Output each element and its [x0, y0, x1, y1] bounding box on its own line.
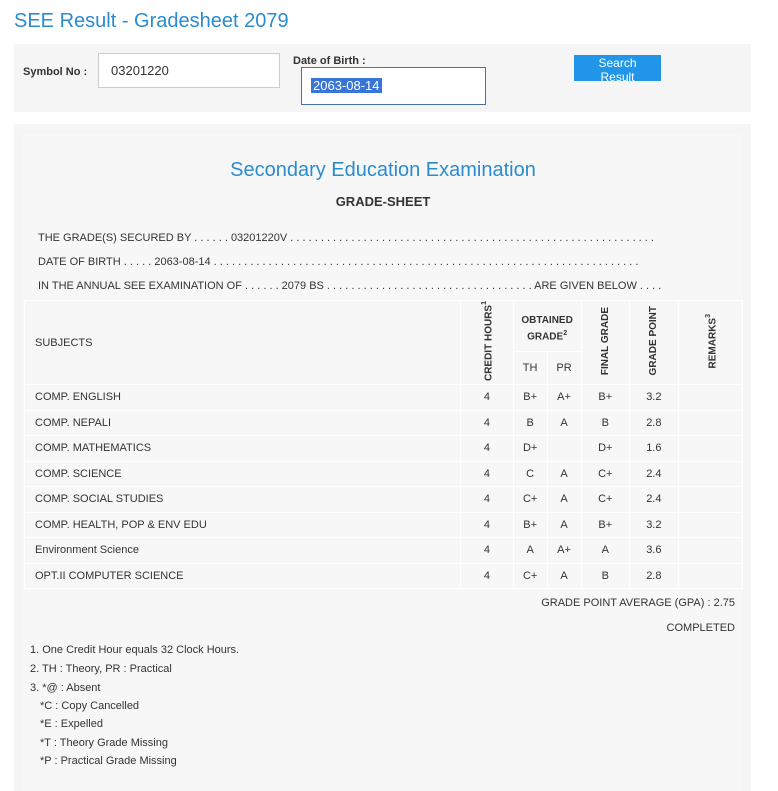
- grades-table: [24, 300, 743, 589]
- exam-title: Secondary Education Examination: [230, 159, 536, 181]
- header-obtained-grade: OBTAINED GRADE$^2$: [513, 301, 581, 352]
- result-status: COMPLETED: [666, 622, 735, 634]
- row-credit-hours: 4: [461, 512, 513, 538]
- row-pr-grade: A+: [547, 385, 581, 411]
- row-grade-point: 3.2: [630, 512, 679, 538]
- row-subject: COMP. ENGLISH: [25, 385, 461, 411]
- dob-input[interactable]: [301, 67, 486, 105]
- row-subject: OPT.II COMPUTER SCIENCE: [25, 563, 461, 589]
- row-credit-hours: 4: [461, 436, 513, 462]
- footnote-expelled: *E : Expelled: [40, 718, 103, 730]
- table-row: [25, 563, 743, 589]
- footnote-2: 2. TH : Theory, PR : Practical: [30, 663, 172, 675]
- search-panel: [14, 44, 751, 112]
- row-th-grade: D+: [513, 436, 547, 462]
- row-final-grade: B+: [581, 512, 630, 538]
- row-grade-point: 2.8: [630, 410, 679, 436]
- row-credit-hours: 4: [461, 538, 513, 564]
- row-pr-grade: A: [547, 563, 581, 589]
- grade-sheet-subtitle: GRADE-SHEET: [335, 194, 431, 209]
- info-symbol-line: THE GRADE(S) SECURED BY . . . . . . 03201220V . . . . . . . . . . . . . . . . . . . . . . . . . . . . . . . . . . . . . . . . . . . . . . . . . . . . . . . . . . . .: [38, 232, 654, 244]
- row-th-grade: B: [513, 410, 547, 436]
- row-th-grade: C+: [513, 563, 547, 589]
- row-final-grade: A: [581, 538, 630, 564]
- gpa-summary: GRADE POINT AVERAGE (GPA) : 2.75: [541, 597, 735, 609]
- header-th: TH: [513, 352, 547, 385]
- page-title: SEE Result - Gradesheet 2079: [14, 10, 289, 32]
- grade-sheet: [23, 134, 743, 791]
- row-remarks: [678, 436, 742, 462]
- dob-selected-text: 2063-08-14: [313, 78, 380, 93]
- row-pr-grade: A: [547, 512, 581, 538]
- row-remarks: [678, 563, 742, 589]
- row-remarks: [678, 538, 742, 564]
- row-th-grade: C+: [513, 487, 547, 513]
- grade-sheet-container: [14, 124, 751, 791]
- symbol-label: Symbol No :: [23, 66, 88, 78]
- table-row: [25, 410, 743, 436]
- footnote-practical-missing: *P : Practical Grade Missing: [40, 755, 177, 767]
- row-credit-hours: 4: [461, 461, 513, 487]
- symbol-input[interactable]: [98, 53, 280, 88]
- row-credit-hours: 4: [461, 410, 513, 436]
- info-exam-line: IN THE ANNUAL SEE EXAMINATION OF . . . . . . 2079 BS . . . . . . . . . . . . . . . . . . . . . . . . . . . . . . . . . . ARE GIVEN BELOW . . . .: [38, 280, 662, 292]
- row-subject: COMP. MATHEMATICS: [25, 436, 461, 462]
- row-subject: COMP. NEPALI: [25, 410, 461, 436]
- header-pr: PR: [547, 352, 581, 385]
- row-th-grade: A: [513, 538, 547, 564]
- row-grade-point: 2.8: [630, 563, 679, 589]
- footnote-copy-cancelled: *C : Copy Cancelled: [40, 700, 140, 712]
- table-row: [25, 385, 743, 411]
- row-th-grade: C: [513, 461, 547, 487]
- header-remarks: REMARKS$^3$: [678, 301, 742, 385]
- row-remarks: [678, 512, 742, 538]
- row-subject: Environment Science: [25, 538, 461, 564]
- row-th-grade: B+: [513, 385, 547, 411]
- row-subject: COMP. SCIENCE: [25, 461, 461, 487]
- table-row: [25, 512, 743, 538]
- row-pr-grade: A: [547, 487, 581, 513]
- header-grade-point: GRADE POINT: [630, 301, 679, 385]
- row-remarks: [678, 410, 742, 436]
- row-grade-point: 3.6: [630, 538, 679, 564]
- footnote-1: 1. One Credit Hour equals 32 Clock Hours.: [30, 644, 240, 656]
- row-credit-hours: 4: [461, 487, 513, 513]
- row-grade-point: 3.2: [630, 385, 679, 411]
- table-row: [25, 461, 743, 487]
- row-pr-grade: [547, 436, 581, 462]
- row-final-grade: C+: [581, 461, 630, 487]
- info-dob-line: DATE OF BIRTH . . . . . 2063-08-14 . . . . . . . . . . . . . . . . . . . . . . . . . . . . . . . . . . . . . . . . . . . . . . . . . . . . . . . . . . . . . . . . . . . . . .: [38, 256, 639, 268]
- row-final-grade: B: [581, 563, 630, 589]
- row-th-grade: B+: [513, 512, 547, 538]
- footnote-3: 3. *@ : Absent: [30, 682, 101, 694]
- row-subject: COMP. HEALTH, POP & ENV EDU: [25, 512, 461, 538]
- row-subject: COMP. SOCIAL STUDIES: [25, 487, 461, 513]
- row-remarks: [678, 487, 742, 513]
- header-credit-hours: CREDIT HOURS$^1$: [461, 301, 513, 385]
- row-final-grade: B: [581, 410, 630, 436]
- row-pr-grade: A+: [547, 538, 581, 564]
- row-credit-hours: 4: [461, 385, 513, 411]
- search-result-button[interactable]: Search Result: [574, 55, 661, 81]
- table-row: [25, 487, 743, 513]
- table-row: [25, 538, 743, 564]
- row-credit-hours: 4: [461, 563, 513, 589]
- row-remarks: [678, 461, 742, 487]
- row-grade-point: 1.6: [630, 436, 679, 462]
- header-final-grade: FINAL GRADE: [581, 301, 630, 385]
- header-subjects: SUBJECTS: [25, 301, 461, 385]
- row-pr-grade: A: [547, 461, 581, 487]
- row-final-grade: C+: [581, 487, 630, 513]
- dob-label: Date of Birth :: [293, 55, 366, 67]
- row-final-grade: D+: [581, 436, 630, 462]
- row-pr-grade: A: [547, 410, 581, 436]
- footnote-theory-missing: *T : Theory Grade Missing: [40, 737, 168, 749]
- table-row: [25, 436, 743, 462]
- row-final-grade: B+: [581, 385, 630, 411]
- row-remarks: [678, 385, 742, 411]
- row-grade-point: 2.4: [630, 487, 679, 513]
- row-grade-point: 2.4: [630, 461, 679, 487]
